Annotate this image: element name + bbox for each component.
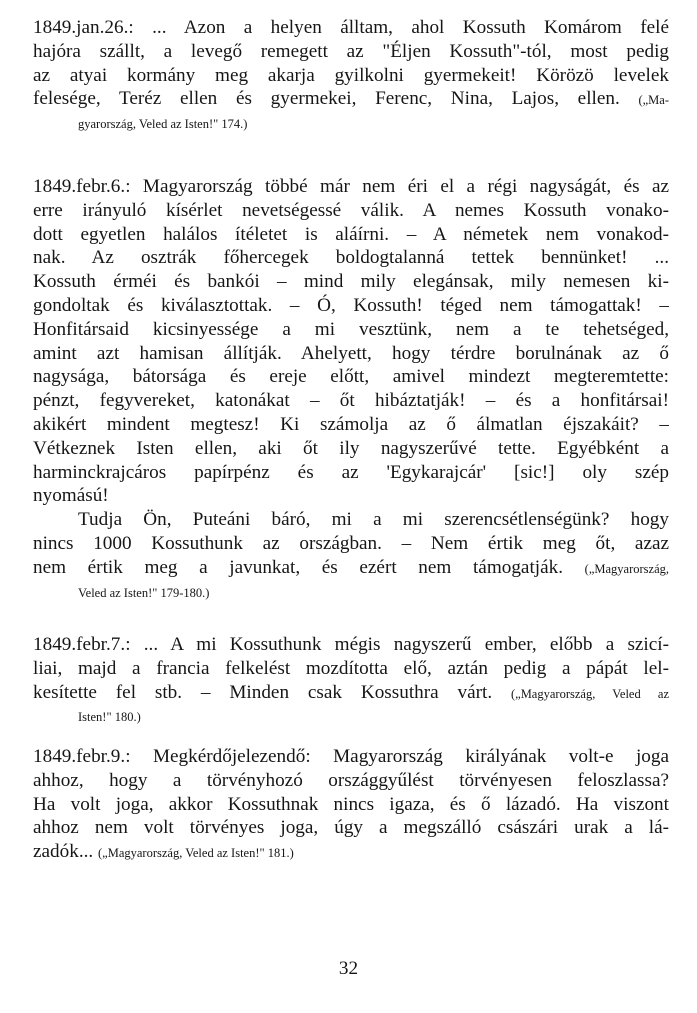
text-line (33, 389, 669, 413)
text-line (33, 556, 669, 580)
text-line (33, 40, 669, 64)
text-line (33, 223, 669, 247)
diary-entry-jan26 (33, 16, 669, 135)
text-line (33, 16, 669, 40)
text-line (33, 657, 669, 681)
text-line (33, 532, 669, 556)
line-text: 1849.jan.26.: ... Azon a helyen álltam, ahol Kossuth Komárom felé (33, 17, 669, 38)
text-line (33, 745, 669, 769)
source-citation: Veled az Isten!" 179-180.) (78, 585, 210, 600)
line-text: kesítette fel stb. – Minden csak Kossuthra várt. (33, 681, 493, 703)
line-text: Ha volt joga, akkor Kossuthnak nincs igaza, és ő lázadó. Ha viszont (33, 793, 669, 815)
line-text: felesége, Teréz ellen és gyermekei, Ferenc, Nina, Lajos, ellen. (33, 88, 620, 110)
line-text: 1849.febr.7.: ... A mi Kossuthunk mégis nagyszerű ember, előbb a szicí- (33, 634, 669, 655)
line-text: hajóra szállt, a levegő remegett az "Éljen Kossuth"-tól, most pedig (33, 40, 669, 62)
text-line (33, 484, 669, 508)
text-line (33, 199, 669, 223)
text-line (33, 413, 669, 437)
diary-entry-febr7 (33, 633, 669, 728)
line-text: gondoltak és kiválasztottak. – Ó, Kossuth! téged nem támogattak! – (33, 294, 669, 316)
text-line (33, 793, 669, 817)
line-text: nak. Az osztrák főhercegek boldogtalanná tettek bennünket! ... (33, 247, 669, 269)
text-line (33, 342, 669, 366)
line-text: ahhoz nem volt törvényes joga, úgy a megszálló császári urak a lá- (33, 817, 669, 839)
line-text: nem értik meg a javunkat, és ezért nem támogatják. (33, 556, 564, 578)
source-citation: („Magyarország, (584, 561, 669, 576)
text-line (33, 508, 669, 532)
text-line (33, 175, 669, 199)
text-line (33, 111, 669, 135)
line-text: 1849.febr.6.: Magyarország többé már nem éri el a régi nagyságát, és az (33, 176, 669, 197)
line-text: Vétkeznek Isten ellen, aki őt ily nagyszerűvé tette. Egyébként a (33, 437, 669, 459)
line-text: liai, majd a francia felkelést mozdította elő, aztán pedig a pápát lel- (33, 657, 669, 679)
line-text: erre irányuló kísérlet nevetségessé válik. A nemes Kossuth vonako- (33, 199, 669, 221)
text-line (33, 318, 669, 342)
text-line (33, 816, 669, 840)
line-text: pénzt, fegyvereket, katonákat – őt hibáztatják! – és a honfitársai! (33, 390, 669, 412)
source-citation: Isten!" 180.) (78, 710, 141, 725)
source-citation: („Magyarország, Veled az Isten!" 181.) (98, 846, 294, 861)
line-text: 1849.febr.9.: Megkérdőjelezendő: Magyarország királyának volt-e joga (33, 746, 669, 767)
line-text: Tudja Ön, Puteáni báró, mi a mi szerencsétlenségünk? hogy (78, 509, 669, 531)
source-citation: gyarország, Veled az Isten!" 174.) (78, 117, 248, 132)
line-text: nyomású! (33, 485, 109, 507)
line-text: ahhoz, hogy a törvényhozó országgyűlést törvényesen feloszlassa? (33, 769, 669, 791)
line-text: dott egyetlen halálos ítéletet is aláírni. – A németek nem vonakod- (33, 223, 669, 245)
diary-entry-febr9 (33, 745, 669, 864)
line-text: Honfitársaid kicsinyessége a mi vesztünk, nem a te tehetséged, (33, 318, 669, 340)
line-text: nincs 1000 Kossuthunk az országban. – Nem értik meg őt, azaz (33, 532, 669, 554)
line-text: Kossuth érméi és bankói – mind mily elegánsak, mily nemesen ki- (33, 271, 669, 293)
source-citation: („Ma- (638, 93, 669, 108)
diary-entry-febr6 (33, 175, 669, 603)
text-line (33, 704, 669, 728)
line-text: zadók... (33, 841, 94, 863)
source-citation: („Magyarország, Veled az (510, 686, 669, 701)
text-line (33, 461, 669, 485)
page-number: 32 (338, 958, 359, 979)
text-line (33, 840, 669, 864)
text-line (33, 633, 669, 657)
text-line (33, 294, 669, 318)
text-line (33, 681, 669, 705)
text-line (33, 270, 669, 294)
line-text: nagysága, bátorsága és ereje előtt, amivel mindezt megteremtette: (33, 366, 669, 388)
line-text: akikért mindent megtesz! Ki számolja az ő álmatlan éjszakáit? – (33, 413, 669, 435)
text-line (33, 87, 669, 111)
text-line (33, 64, 669, 88)
line-text: amint azt hamisan állítják. Ahelyett, hogy térdre borulnának az ő (33, 342, 669, 364)
text-line (33, 437, 669, 461)
text-line (33, 769, 669, 793)
text-line (33, 580, 669, 604)
line-text: az atyai kormány meg akarja gyilkolni gyermekeit! Körözö levelek (33, 64, 669, 86)
text-line (33, 365, 669, 389)
text-line (33, 246, 669, 270)
line-text: harminckrajcáros papírpénz és az 'Egykarajcár' [sic!] oly szép (33, 461, 669, 483)
